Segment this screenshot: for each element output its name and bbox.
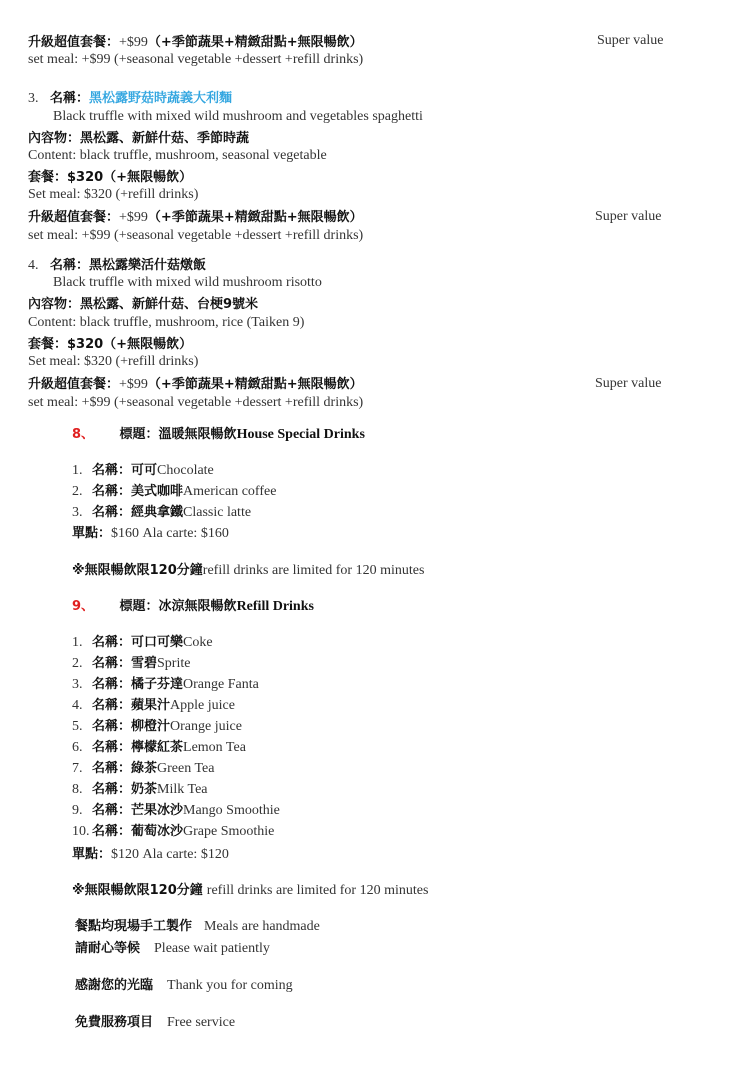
item-content-zh: 內容物：黑松露、新鮮什菇、台梗9號米 bbox=[28, 297, 259, 312]
upgrade-english: set meal: +$99 (+seasonal vegetable +dessert +refill drinks) bbox=[28, 395, 364, 410]
list-item bbox=[72, 459, 214, 479]
section-9-ala-carte bbox=[72, 843, 229, 863]
list-item-number: 6. bbox=[72, 740, 83, 755]
list-item-name-en: Orange juice bbox=[170, 719, 242, 734]
thanks-zh: 感謝您的光臨 bbox=[75, 978, 154, 993]
list-item-name-zh: 名稱：葡萄冰沙 bbox=[92, 824, 184, 839]
list-item-name-en: Milk Tea bbox=[157, 782, 208, 797]
note-en: refill drinks are limited for 120 minutes bbox=[206, 883, 429, 898]
list-item bbox=[72, 799, 280, 819]
list-item-name-zh: 名稱：雪碧 bbox=[92, 656, 158, 671]
list-item-name-en: Orange Fanta bbox=[183, 677, 259, 692]
list-item-name-en: Mango Smoothie bbox=[183, 803, 280, 818]
handmade-zh: 餐點均現場手工製作 bbox=[75, 919, 193, 934]
list-item bbox=[72, 820, 274, 840]
list-item-number: 3. bbox=[72, 677, 83, 692]
super-value-label: Super value bbox=[595, 376, 662, 391]
upgrade-line bbox=[28, 373, 363, 393]
wait-note bbox=[75, 937, 270, 957]
item-number: 4. bbox=[28, 258, 39, 273]
name-label: 名稱： bbox=[50, 91, 90, 106]
handmade-note bbox=[75, 915, 320, 935]
list-item-name-en: Grape Smoothie bbox=[183, 824, 275, 839]
item-number: 3. bbox=[28, 91, 39, 106]
item-name-zh: 名稱：黑松露樂活什菇燉飯 bbox=[50, 258, 207, 273]
list-item-name-en: Coke bbox=[183, 635, 213, 650]
section-9-heading bbox=[72, 595, 314, 615]
list-item-name-zh: 名稱：綠茶 bbox=[92, 761, 158, 776]
list-item bbox=[72, 757, 214, 777]
section-title-zh: 標題：冰涼無限暢飲 bbox=[119, 599, 237, 614]
list-item-number: 7. bbox=[72, 761, 83, 776]
item-name-en: Black truffle with mixed wild mushroom risotto bbox=[53, 275, 322, 290]
menu-item-4-title bbox=[28, 254, 206, 274]
list-item bbox=[72, 694, 235, 714]
list-item-name-en: Chocolate bbox=[157, 463, 214, 478]
handmade-en: Meals are handmade bbox=[204, 919, 320, 934]
upgrade-line bbox=[28, 206, 363, 226]
list-item-name-zh: 名稱：橘子芬達 bbox=[92, 677, 184, 692]
upgrade-english: set meal: +$99 (+seasonal vegetable +dessert +refill drinks) bbox=[28, 228, 364, 243]
list-item-number: 1. bbox=[72, 635, 83, 650]
upgrade-price: +$99 bbox=[119, 377, 148, 392]
list-item-name-en: Lemon Tea bbox=[183, 740, 246, 755]
item-name-zh: 黑松露野菇時蔬義大利麵 bbox=[89, 91, 233, 106]
list-item-name-zh: 名稱：美式咖啡 bbox=[92, 484, 184, 499]
super-value-label: Super value bbox=[597, 33, 664, 48]
section-8-note bbox=[72, 559, 424, 579]
wait-en: Please wait patiently bbox=[154, 941, 270, 956]
section-number: 8、 bbox=[72, 427, 95, 442]
list-item bbox=[72, 652, 190, 672]
wait-zh: 請耐心等候 bbox=[75, 941, 141, 956]
list-item-number: 1. bbox=[72, 463, 83, 478]
list-item bbox=[72, 736, 246, 756]
item-set-zh: 套餐：$320（+無限暢飲） bbox=[28, 170, 193, 185]
item-content-zh: 內容物：黑松露、新鮮什菇、季節時蔬 bbox=[28, 131, 250, 146]
list-item-name-zh: 名稱：柳橙汁 bbox=[92, 719, 171, 734]
list-item-name-en: Green Tea bbox=[157, 761, 215, 776]
list-item-name-en: Apple juice bbox=[170, 698, 235, 713]
section-number: 9、 bbox=[72, 599, 95, 614]
section-8-ala-carte bbox=[72, 522, 229, 542]
section-title-en: House Special Drinks bbox=[236, 427, 365, 442]
thanks-note bbox=[75, 974, 293, 994]
upgrade-label: 升級超值套餐： bbox=[28, 35, 120, 50]
free-service-note bbox=[75, 1011, 235, 1031]
free-en: Free service bbox=[167, 1015, 236, 1030]
list-item-number: 2. bbox=[72, 656, 83, 671]
item-content-en: Content: black truffle, mushroom, seasonal vegetable bbox=[28, 148, 327, 163]
thanks-en: Thank you for coming bbox=[167, 978, 293, 993]
item-content-en: Content: black truffle, mushroom, rice (Taiken 9) bbox=[28, 315, 305, 330]
note-zh: ※無限暢飲限120分鐘 bbox=[72, 563, 203, 578]
section-8-heading bbox=[72, 423, 365, 443]
list-item-name-zh: 名稱：經典拿鐵 bbox=[92, 505, 184, 520]
list-item bbox=[72, 501, 251, 521]
section-9-note bbox=[72, 879, 428, 899]
upgrade-items: （+季節蔬果+精緻甜點+無限暢飲） bbox=[147, 35, 363, 50]
list-item-number: 2. bbox=[72, 484, 83, 499]
free-zh: 免費服務項目 bbox=[75, 1015, 154, 1030]
list-item bbox=[72, 480, 276, 500]
list-item-number: 9. bbox=[72, 803, 83, 818]
list-item-number: 8. bbox=[72, 782, 83, 797]
item-set-en: Set meal: $320 (+refill drinks) bbox=[28, 187, 199, 202]
list-item-number: 5. bbox=[72, 719, 83, 734]
upgrade-price: +$99 bbox=[119, 35, 148, 50]
ala-carte-label: 單點： bbox=[72, 847, 112, 862]
list-item-name-zh: 名稱：可口可樂 bbox=[92, 635, 184, 650]
list-item-number: 3. bbox=[72, 505, 83, 520]
ala-carte-price: $160 Ala carte: $160 bbox=[111, 526, 229, 541]
section-title-zh: 標題：溫暖無限暢飲 bbox=[119, 427, 237, 442]
list-item-name-zh: 名稱：檸檬紅茶 bbox=[92, 740, 184, 755]
list-item bbox=[72, 631, 213, 651]
list-item bbox=[72, 715, 242, 735]
ala-carte-price: $120 Ala carte: $120 bbox=[111, 847, 229, 862]
super-value-label: Super value bbox=[595, 209, 662, 224]
upgrade-price: +$99 bbox=[119, 210, 148, 225]
list-item-name-zh: 名稱：芒果冰沙 bbox=[92, 803, 184, 818]
menu-item-3-title bbox=[28, 87, 232, 107]
note-zh: ※無限暢飲限120分鐘 bbox=[72, 883, 203, 898]
list-item-number: 10. bbox=[72, 824, 90, 839]
list-item-name-en: Classic latte bbox=[183, 505, 252, 520]
note-en: refill drinks are limited for 120 minutes bbox=[202, 563, 425, 578]
list-item-number: 4. bbox=[72, 698, 83, 713]
list-item-name-en: American coffee bbox=[183, 484, 277, 499]
upgrade-items: （+季節蔬果+精緻甜點+無限暢飲） bbox=[147, 377, 363, 392]
ala-carte-label: 單點： bbox=[72, 526, 112, 541]
section-title-en: Refill Drinks bbox=[236, 599, 314, 614]
list-item-name-zh: 名稱：可可 bbox=[92, 463, 158, 478]
upgrade-items: （+季節蔬果+精緻甜點+無限暢飲） bbox=[147, 210, 363, 225]
upgrade-english: set meal: +$99 (+seasonal vegetable +dessert +refill drinks) bbox=[28, 52, 364, 67]
list-item-name-zh: 名稱：蘋果汁 bbox=[92, 698, 171, 713]
upgrade-line bbox=[28, 31, 363, 51]
list-item bbox=[72, 673, 259, 693]
item-set-zh: 套餐：$320（+無限暢飲） bbox=[28, 337, 193, 352]
upgrade-label: 升級超值套餐： bbox=[28, 377, 120, 392]
item-set-en: Set meal: $320 (+refill drinks) bbox=[28, 354, 199, 369]
list-item bbox=[72, 778, 208, 798]
upgrade-label: 升級超值套餐： bbox=[28, 210, 120, 225]
list-item-name-en: Sprite bbox=[157, 656, 191, 671]
list-item-name-zh: 名稱：奶茶 bbox=[92, 782, 158, 797]
item-name-en: Black truffle with mixed wild mushroom and vegetables spaghetti bbox=[53, 109, 423, 124]
